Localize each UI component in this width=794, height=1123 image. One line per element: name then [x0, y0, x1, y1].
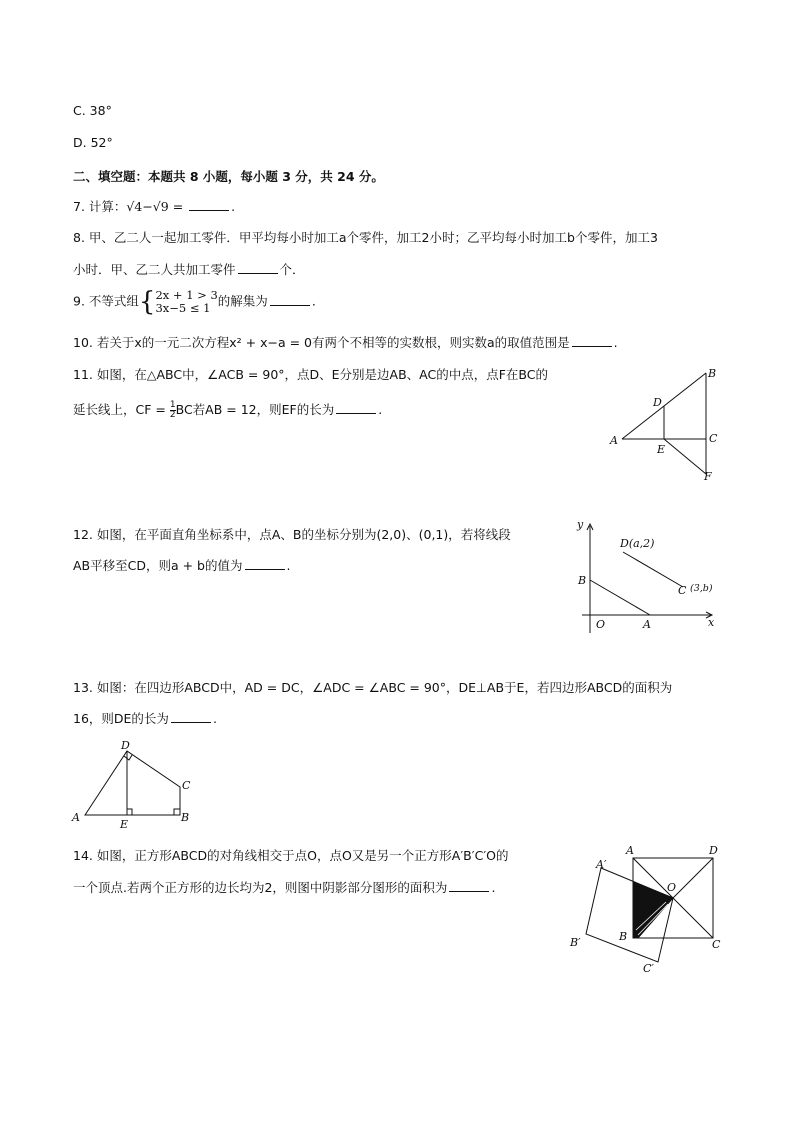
- answer-blank: [270, 295, 310, 306]
- question-8-line2: [73, 260, 305, 278]
- label-a: A: [626, 844, 634, 857]
- option-c: C. 38°: [73, 103, 112, 118]
- q14-end: .: [491, 880, 496, 895]
- q13-text: 16，则DE的长为: [73, 711, 169, 726]
- inequality-row-1: 2x + 1 > 3: [155, 288, 218, 302]
- right-angle-b: [174, 809, 180, 815]
- label-c-coordinate: (3,b): [690, 583, 713, 594]
- label-d: D(a,2): [620, 537, 655, 550]
- label-c-prime: C′: [643, 962, 654, 975]
- label-b: B: [578, 574, 587, 587]
- label-a: A: [643, 618, 651, 631]
- question-14-line1: 14. 如图，正方形ABCD的对角线相交于点O，点O又是另一个正方形A′B′C′O的: [73, 848, 509, 863]
- q8-text: 小时．甲、乙二人共加工零件: [73, 262, 236, 277]
- fraction-denominator: 2: [169, 410, 176, 420]
- label-a: A: [610, 434, 618, 447]
- segment-ab: [590, 580, 650, 615]
- q10-end: .: [613, 335, 618, 350]
- quadrilateral-abcd: [85, 751, 180, 815]
- label-o: O: [667, 881, 677, 894]
- label-a-prime: A′: [596, 858, 607, 871]
- answer-blank: [238, 263, 278, 274]
- axis-x-label: x: [708, 616, 715, 629]
- segment-cd: [623, 552, 683, 587]
- q11-end: .: [378, 402, 383, 417]
- fraction-numerator: 1: [169, 400, 176, 410]
- q8-end: 个．: [279, 262, 305, 277]
- q13-end: .: [212, 711, 217, 726]
- q11-figure: [600, 362, 740, 487]
- answer-blank: [171, 712, 211, 723]
- q12-coordinate-figure: [572, 518, 722, 638]
- q12-text: AB平移至CD，则a + b的值为: [73, 558, 243, 573]
- question-8-line1: 8. 甲、乙二人一起加工零件．甲平均每小时加工a个零件，加工2小时；乙平均每小时加工b个零件，加工3: [73, 230, 658, 245]
- label-e: E: [120, 818, 129, 831]
- option-d: D. 52°: [73, 135, 113, 150]
- q7-expression: √4−√9 =: [126, 199, 184, 214]
- inequality-system: [155, 289, 217, 315]
- question-12-line2: [73, 556, 290, 574]
- answer-blank: [572, 336, 612, 347]
- label-d: D: [653, 396, 662, 409]
- q9-prefix: 9. 不等式组: [73, 293, 139, 309]
- label-c: C: [678, 584, 687, 597]
- q7-prefix: 7. 计算：: [73, 199, 127, 214]
- q14-figure: [566, 840, 731, 980]
- label-d: D: [709, 844, 718, 857]
- label-f: F: [704, 470, 712, 483]
- question-13-line2: [73, 709, 217, 727]
- answer-blank: [336, 403, 376, 414]
- inequality-row-2: 3x−5 ≤ 1: [155, 301, 211, 315]
- question-10: [73, 333, 618, 351]
- label-e: E: [657, 443, 666, 456]
- brace-symbol: {: [138, 287, 156, 317]
- question-11-line1: 11. 如图，在△ABC中，∠ACB = 90°，点D、E分别是边AB、AC的中点，点F在BC的: [73, 367, 549, 382]
- label-c: C: [712, 938, 721, 951]
- answer-blank: [449, 881, 489, 892]
- q12-end: .: [286, 558, 291, 573]
- q10-text: 10. 若关于x的一元二次方程x² + x−a = 0有两个不相等的实数根，则实数a的取值范围是: [73, 335, 570, 350]
- answer-blank: [189, 200, 229, 211]
- square-a-b-c-o: [586, 868, 673, 962]
- right-angle-d: [124, 755, 132, 760]
- question-12-line1: 12. 如图，在平面直角坐标系中，点A、B的坐标分别为(2,0)、(0,1)，若将线段: [73, 527, 511, 542]
- question-13-line1: 13. 如图：在四边形ABCD中，AD = DC，∠ADC = ∠ABC = 90°，DE⊥AB于E，若四边形ABCD的面积为: [73, 680, 673, 695]
- q11-text-a: 延长线上，CF =: [73, 402, 166, 417]
- label-d: D: [121, 739, 130, 752]
- question-14-line2: [73, 878, 495, 896]
- answer-blank: [245, 559, 285, 570]
- label-a: A: [72, 811, 80, 824]
- question-7: [73, 197, 235, 215]
- q9-suffix: 的解集为: [217, 293, 268, 309]
- label-b-prime: B′: [570, 936, 581, 949]
- label-c: C: [182, 779, 191, 792]
- q7-suffix: .: [231, 199, 236, 214]
- label-b: B: [181, 811, 190, 824]
- axis-y-label: y: [577, 518, 584, 531]
- q11-text-b: BC若AB = 12，则EF的长为: [175, 402, 335, 417]
- label-b: B: [619, 930, 628, 943]
- q9-end: .: [311, 293, 316, 309]
- label-c: C: [709, 432, 718, 445]
- label-b: B: [708, 367, 717, 380]
- origin-label: O: [596, 618, 606, 631]
- right-angle-e: [127, 809, 132, 815]
- section-heading: 二、填空题：本题共 8 小题，每小题 3 分，共 24 分。: [73, 169, 384, 184]
- q14-text: 一个顶点.若两个正方形的边长均为2，则图中阴影部分图形的面积为: [73, 880, 448, 895]
- q13-figure: [68, 735, 208, 830]
- question-11-line2: [73, 400, 382, 420]
- question-9: [73, 287, 316, 317]
